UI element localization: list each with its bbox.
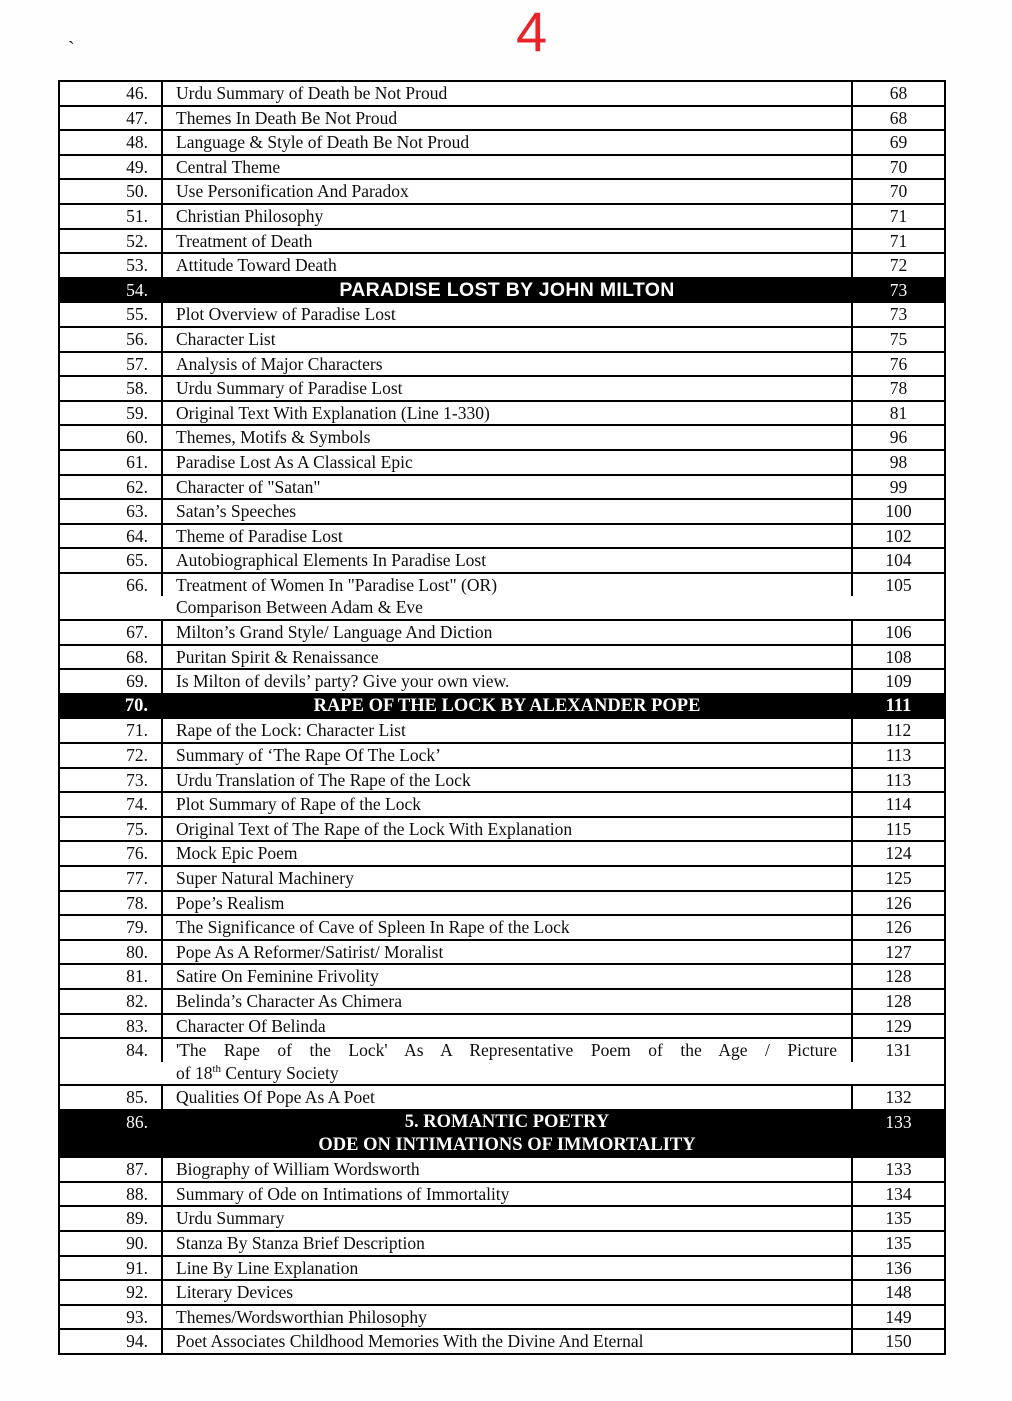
serial-cell: 47. <box>60 107 163 130</box>
title-cell <box>163 892 851 915</box>
title-cell <box>163 156 851 179</box>
toc-row <box>60 990 944 1015</box>
page-cell: 133 <box>851 1111 944 1134</box>
toc-row <box>60 230 944 255</box>
page-cell: 104 <box>851 549 944 572</box>
title-cell <box>163 1158 851 1181</box>
toc-row <box>60 1257 944 1282</box>
page-cell: 68 <box>851 82 944 105</box>
serial-cell: 55. <box>60 303 163 326</box>
toc-row <box>60 500 944 525</box>
toc-row <box>60 1306 944 1331</box>
title-line: Satan’s Speeches <box>176 501 297 522</box>
page-cell: 128 <box>851 965 944 988</box>
title-cell <box>163 1207 851 1230</box>
title-cell <box>163 180 851 203</box>
title-cell <box>163 719 851 742</box>
toc-row <box>60 402 944 427</box>
title-line: Christian Philosophy <box>176 205 324 226</box>
title-line: Character of "Satan" <box>176 476 321 497</box>
title-line: Analysis of Major Characters <box>176 353 383 374</box>
page-cell: 114 <box>851 793 944 816</box>
serial-cell: 92. <box>60 1281 163 1304</box>
serial-cell: 86. <box>60 1111 163 1134</box>
toc-section-banner <box>60 279 944 304</box>
title-line: Qualities Of Pope As A Poet <box>176 1087 375 1108</box>
toc-row <box>60 965 944 990</box>
title-cell <box>163 670 851 693</box>
title-line: Literary Devices <box>176 1282 294 1303</box>
superscript: th <box>212 1062 222 1075</box>
title-cell <box>163 254 851 277</box>
title-cell <box>163 990 851 1013</box>
title-cell <box>163 842 851 865</box>
serial-cell: 85. <box>60 1086 163 1109</box>
title-line: Pope’s Realism <box>176 892 285 913</box>
title-cell <box>163 769 851 792</box>
serial-cell: 87. <box>60 1158 163 1181</box>
toc-row <box>60 525 944 550</box>
title-cell <box>163 353 851 376</box>
title-cell <box>163 303 851 326</box>
toc-row <box>60 1281 944 1306</box>
serial-cell: 77. <box>60 867 163 890</box>
title-cell <box>163 818 851 841</box>
page-cell: 102 <box>851 525 944 548</box>
title-line: Comparison Between Adam & Eve <box>176 597 423 618</box>
page-cell: 78 <box>851 377 944 400</box>
page-cell: 148 <box>851 1281 944 1304</box>
serial-cell: 73. <box>60 769 163 792</box>
toc-row <box>60 377 944 402</box>
page-cell: 111 <box>851 695 944 718</box>
title-line: Plot Summary of Rape of the Lock <box>176 794 421 815</box>
serial-cell: 60. <box>60 426 163 449</box>
serial-cell: 74. <box>60 793 163 816</box>
title-cell <box>163 377 851 400</box>
title-line: Urdu Summary of Paradise Lost <box>176 378 403 399</box>
serial-cell: 54. <box>60 279 163 302</box>
title-line: Mock Epic Poem <box>176 843 298 864</box>
page-cell: 76 <box>851 353 944 376</box>
serial-cell: 78. <box>60 892 163 915</box>
title-line: Is Milton of devils’ party? Give your own view. <box>176 671 510 692</box>
page-cell: 108 <box>851 646 944 669</box>
title-line: Language & Style of Death Be Not Proud <box>176 132 470 153</box>
title-line: Pope As A Reformer/Satirist/ Moralist <box>176 941 444 962</box>
title-line: Line By Line Explanation <box>176 1257 359 1278</box>
title-line: Summary of Ode on Intimations of Immortality <box>176 1183 510 1204</box>
page-cell: 131 <box>851 1039 944 1062</box>
page-cell: 127 <box>851 941 944 964</box>
toc-row <box>60 156 944 181</box>
serial-cell: 91. <box>60 1257 163 1280</box>
page-cell: 73 <box>851 279 944 302</box>
title-cell <box>163 916 851 939</box>
title-line: Autobiographical Elements In Paradise Lost <box>176 550 487 571</box>
toc-row <box>60 1330 944 1353</box>
toc-row <box>60 941 944 966</box>
page-cell: 125 <box>851 867 944 890</box>
serial-cell: 93. <box>60 1306 163 1329</box>
serial-cell: 72. <box>60 744 163 767</box>
toc-section-banner <box>60 695 944 720</box>
title-cell <box>163 1257 851 1280</box>
toc-row <box>60 353 944 378</box>
toc-row <box>60 1183 944 1208</box>
toc-row <box>60 82 944 107</box>
toc-section-banner <box>60 1111 944 1158</box>
title-cell <box>163 131 851 154</box>
title-cell <box>163 205 851 228</box>
serial-cell: 94. <box>60 1330 163 1353</box>
serial-cell: 83. <box>60 1015 163 1038</box>
title-line: Themes, Motifs & Symbols <box>176 427 371 448</box>
serial-cell: 64. <box>60 525 163 548</box>
page-cell: 72 <box>851 254 944 277</box>
stray-mark: ` <box>68 38 75 60</box>
serial-cell: 50. <box>60 180 163 203</box>
title-line: Treatment of Death <box>176 230 313 251</box>
title-line: Poet Associates Childhood Memories With the Divine And Eternal <box>176 1331 644 1352</box>
toc-row <box>60 818 944 843</box>
title-line: Themes In Death Be Not Proud <box>176 107 398 128</box>
page-cell: 134 <box>851 1183 944 1206</box>
toc-row <box>60 180 944 205</box>
page-cell: 69 <box>851 131 944 154</box>
toc-row <box>60 719 944 744</box>
page-cell: 126 <box>851 916 944 939</box>
toc-row <box>60 916 944 941</box>
title-cell <box>163 451 851 474</box>
toc-row <box>60 205 944 230</box>
page-cell: 126 <box>851 892 944 915</box>
title-line: of 18th Century Society <box>176 1062 339 1083</box>
title-line: Summary of ‘The Rape Of The Lock’ <box>176 745 442 766</box>
title-cell <box>163 574 851 619</box>
toc-row <box>60 254 944 279</box>
title-line: The Significance of Cave of Spleen In Rape of the Lock <box>176 917 570 938</box>
title-cell <box>163 230 851 253</box>
page-cell: 135 <box>851 1207 944 1230</box>
page-cell: 135 <box>851 1232 944 1255</box>
title-line: Puritan Spirit & Renaissance <box>176 646 379 667</box>
page-cell: 115 <box>851 818 944 841</box>
page-cell: 128 <box>851 990 944 1013</box>
serial-cell: 80. <box>60 941 163 964</box>
page-cell: 71 <box>851 205 944 228</box>
page-cell: 106 <box>851 621 944 644</box>
serial-cell: 62. <box>60 476 163 499</box>
page-cell: 132 <box>851 1086 944 1109</box>
title-cell <box>163 1015 851 1038</box>
toc-row <box>60 1086 944 1111</box>
serial-cell: 63. <box>60 500 163 523</box>
toc-row <box>60 670 944 695</box>
serial-cell: 48. <box>60 131 163 154</box>
serial-cell: 59. <box>60 402 163 425</box>
title-line: Belinda’s Character As Chimera <box>176 990 402 1011</box>
title-cell <box>163 549 851 572</box>
title-line: 5. ROMANTIC POETRY <box>404 1111 610 1132</box>
title-cell <box>163 476 851 499</box>
toc-row <box>60 744 944 769</box>
serial-cell: 90. <box>60 1232 163 1255</box>
title-line: PARADISE LOST BY JOHN MILTON <box>339 278 675 301</box>
page-cell: 99 <box>851 476 944 499</box>
title-line: Original Text With Explanation (Line 1-330) <box>176 402 490 423</box>
toc-row <box>60 892 944 917</box>
serial-cell: 51. <box>60 205 163 228</box>
toc-row <box>60 646 944 671</box>
serial-cell: 53. <box>60 254 163 277</box>
title-line: Use Personification And Paradox <box>176 181 409 202</box>
title-line: Satire On Feminine Frivolity <box>176 966 379 987</box>
page-cell: 149 <box>851 1306 944 1329</box>
toc-row <box>60 451 944 476</box>
title-cell <box>163 621 851 644</box>
title-cell <box>163 1086 851 1109</box>
serial-cell: 82. <box>60 990 163 1013</box>
title-cell <box>163 402 851 425</box>
serial-cell: 70. <box>60 695 163 718</box>
title-line: Super Natural Machinery <box>176 868 354 888</box>
title-line: Themes/Wordsworthian Philosophy <box>176 1306 427 1327</box>
table-of-contents <box>58 80 946 1355</box>
page-cell: 105 <box>851 574 944 597</box>
serial-cell: 69. <box>60 670 163 693</box>
toc-row <box>60 1015 944 1040</box>
serial-cell: 66. <box>60 574 163 597</box>
toc-row <box>60 1158 944 1183</box>
title-cell <box>163 744 851 767</box>
serial-cell: 49. <box>60 156 163 179</box>
title-line: Treatment of Women In "Paradise Lost" (OR) <box>176 574 498 595</box>
title-cell <box>163 941 851 964</box>
toc-row <box>60 1207 944 1232</box>
serial-cell: 61. <box>60 451 163 474</box>
page-cell: 70 <box>851 180 944 203</box>
serial-cell: 46. <box>60 82 163 105</box>
page-cell: 68 <box>851 107 944 130</box>
title-line: Urdu Summary of Death be Not Proud <box>176 83 448 103</box>
title-cell <box>163 793 851 816</box>
title-cell <box>163 1306 851 1329</box>
page-cell: 133 <box>851 1158 944 1181</box>
title-cell <box>163 328 851 351</box>
title-cell <box>163 279 851 302</box>
toc-row <box>60 1232 944 1257</box>
title-line: Milton’s Grand Style/ Language And Diction <box>176 622 493 643</box>
title-cell <box>163 965 851 988</box>
title-line: Theme of Paradise Lost <box>176 525 343 546</box>
serial-cell: 58. <box>60 377 163 400</box>
title-cell <box>163 1232 851 1255</box>
toc-row <box>60 328 944 353</box>
title-cell <box>163 1039 851 1084</box>
title-cell <box>163 500 851 523</box>
title-line: Urdu Summary <box>176 1208 285 1229</box>
toc-row <box>60 842 944 867</box>
serial-cell: 71. <box>60 719 163 742</box>
title-line: Stanza By Stanza Brief Description <box>176 1232 425 1253</box>
title-cell <box>163 867 851 890</box>
page-cell: 98 <box>851 451 944 474</box>
title-cell <box>163 695 851 718</box>
toc-row <box>60 549 944 574</box>
page-cell: 70 <box>851 156 944 179</box>
title-line: ODE ON INTIMATIONS OF IMMORTALITY <box>318 1134 696 1155</box>
toc-row <box>60 426 944 451</box>
page-cell: 73 <box>851 303 944 326</box>
title-line: Central Theme <box>176 156 281 177</box>
toc-row <box>60 107 944 132</box>
page-cell: 129 <box>851 1015 944 1038</box>
title-cell <box>163 1281 851 1304</box>
title-line: Character List <box>176 328 276 349</box>
title-cell <box>163 1111 851 1156</box>
serial-cell: 65. <box>60 549 163 572</box>
title-line: Character Of Belinda <box>176 1015 326 1036</box>
title-cell <box>163 82 851 105</box>
toc-row <box>60 769 944 794</box>
page-cell: 124 <box>851 842 944 865</box>
title-line: Attitude Toward Death <box>176 255 337 276</box>
serial-cell: 88. <box>60 1183 163 1206</box>
page-number: 4 <box>516 0 548 63</box>
toc-row <box>60 476 944 501</box>
toc-row <box>60 574 944 621</box>
serial-cell: 56. <box>60 328 163 351</box>
page-cell: 75 <box>851 328 944 351</box>
page-cell: 150 <box>851 1330 944 1353</box>
serial-cell: 79. <box>60 916 163 939</box>
toc-row <box>60 793 944 818</box>
toc-row <box>60 131 944 156</box>
page-cell: 96 <box>851 426 944 449</box>
serial-cell: 84. <box>60 1039 163 1062</box>
page-cell: 113 <box>851 744 944 767</box>
page-cell: 100 <box>851 500 944 523</box>
serial-cell: 67. <box>60 621 163 644</box>
title-line: Urdu Translation of The Rape of the Lock <box>176 769 471 790</box>
title-line: Biography of William Wordsworth <box>176 1159 420 1180</box>
toc-row <box>60 621 944 646</box>
page-cell: 81 <box>851 402 944 425</box>
title-line: Original Text of The Rape of the Lock With Explanation <box>176 818 573 839</box>
toc-row <box>60 303 944 328</box>
title-line: Paradise Lost As A Classical Epic <box>176 451 413 472</box>
page-cell: 112 <box>851 719 944 742</box>
title-line: 'The Rape of the Lock' As A Representative Poem of the Age / Picture <box>176 1040 837 1061</box>
title-cell <box>163 107 851 130</box>
page-cell: 136 <box>851 1257 944 1280</box>
page-cell: 109 <box>851 670 944 693</box>
toc-row <box>60 1039 944 1086</box>
title-cell <box>163 646 851 669</box>
title-line: Plot Overview of Paradise Lost <box>176 304 396 325</box>
page-cell: 71 <box>851 230 944 253</box>
title-cell <box>163 426 851 449</box>
title-cell <box>163 525 851 548</box>
serial-cell: 75. <box>60 818 163 841</box>
toc-row <box>60 867 944 892</box>
title-line: Rape of the Lock: Character List <box>176 720 406 741</box>
title-cell <box>163 1330 851 1353</box>
serial-cell: 76. <box>60 842 163 865</box>
serial-cell: 89. <box>60 1207 163 1230</box>
serial-cell: 68. <box>60 646 163 669</box>
serial-cell: 81. <box>60 965 163 988</box>
page-cell: 113 <box>851 769 944 792</box>
title-cell <box>163 1183 851 1206</box>
serial-cell: 52. <box>60 230 163 253</box>
serial-cell: 57. <box>60 353 163 376</box>
title-line: RAPE OF THE LOCK BY ALEXANDER POPE <box>313 695 701 716</box>
